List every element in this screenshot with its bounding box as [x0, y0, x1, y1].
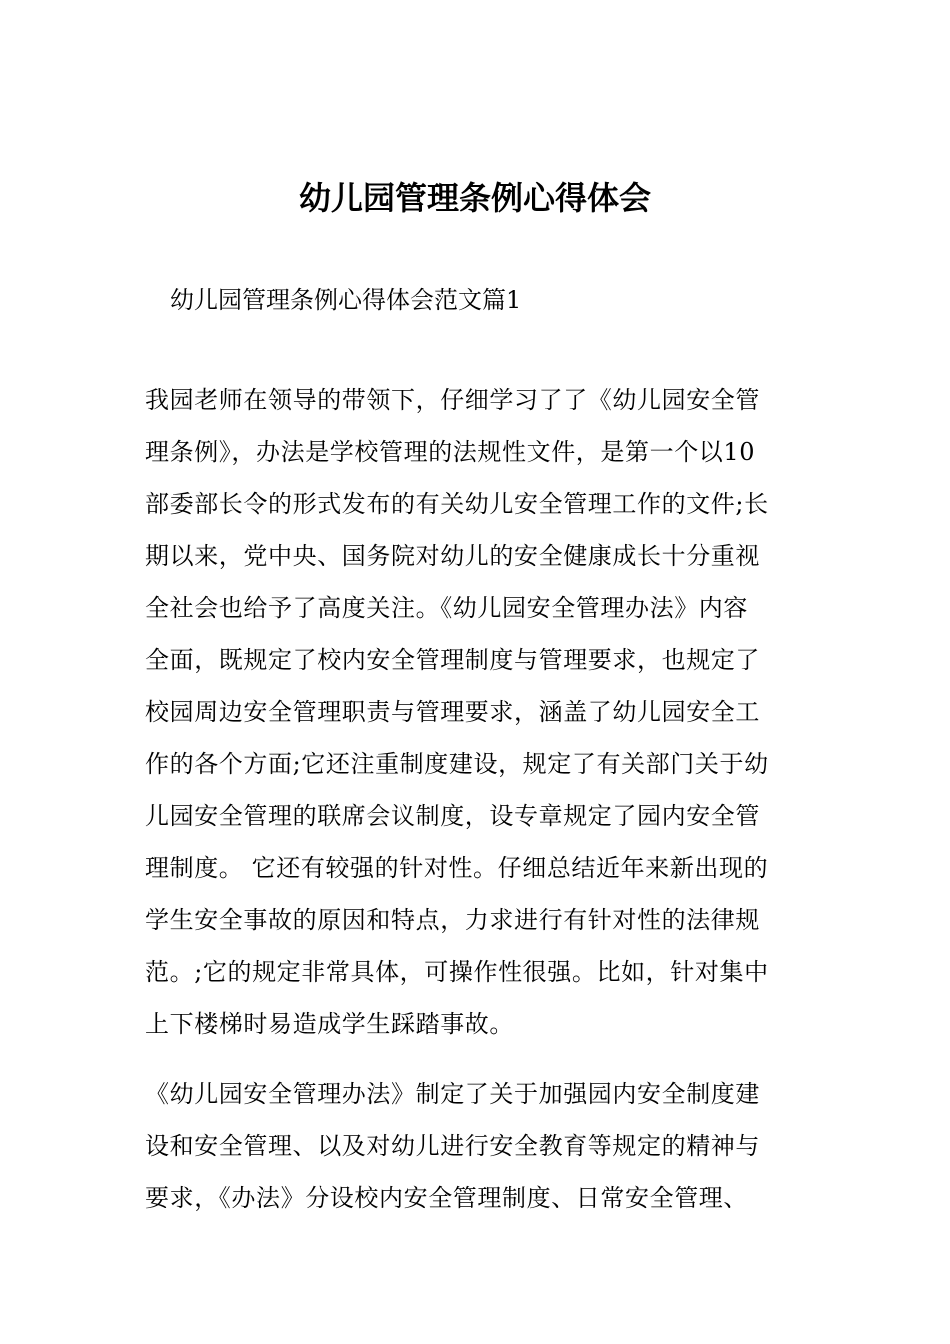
paragraph-line: 理条例》，办法是学校管理的法规性文件，是第一个以10 — [145, 438, 756, 466]
paragraph-line: 校园周边安全管理职责与管理要求，涵盖了幼儿园安全工 — [145, 698, 760, 726]
paragraph-line: 儿园安全管理的联席会议制度，设专章规定了园内安全管 — [145, 802, 760, 830]
paragraph-line: 范。;它的规定非常具体，可操作性很强。比如，针对集中 — [145, 958, 769, 986]
paragraph-line: 期以来，党中央、国务院对幼儿的安全健康成长十分重视 — [145, 542, 760, 570]
paragraph-line: 学生安全事故的原因和特点，力求进行有针对性的法律规 — [145, 906, 760, 934]
paragraph-1 — [145, 374, 807, 1050]
paragraph-line: 部委部长令的形式发布的有关幼儿安全管理工作的文件;长 — [145, 490, 769, 518]
paragraph-line: 理制度。 它还有较强的针对性。仔细总结近年来新出现的 — [145, 854, 769, 882]
document-title: 幼儿园管理条例心得体会 — [298, 179, 651, 217]
paragraph-line: 全面，既规定了校内安全管理制度与管理要求，也规定了 — [145, 646, 760, 674]
paragraph-line: 《幼儿园安全管理办法》制定了关于加强园内安全制度建 — [145, 1080, 760, 1108]
paragraph-line: 我园老师在领导的带领下，仔细学习了了《幼儿园安全管 — [145, 386, 760, 414]
paragraph-line: 要求，《办法》分设校内安全管理制度、日常安全管理、 — [145, 1184, 748, 1212]
paragraph-2 — [145, 1068, 807, 1224]
paragraph-line: 设和安全管理、以及对幼儿进行安全教育等规定的精神与 — [145, 1132, 760, 1160]
paragraph-line: 作的各个方面;它还注重制度建设，规定了有关部门关于幼 — [145, 750, 769, 778]
document-subtitle: 幼儿园管理条例心得体会范文篇1 — [170, 286, 522, 314]
paragraph-line: 全社会也给予了高度关注。《幼儿园安全管理办法》内容 — [145, 594, 748, 622]
paragraph-line: 上下楼梯时易造成学生踩踏事故。 — [145, 1010, 514, 1038]
